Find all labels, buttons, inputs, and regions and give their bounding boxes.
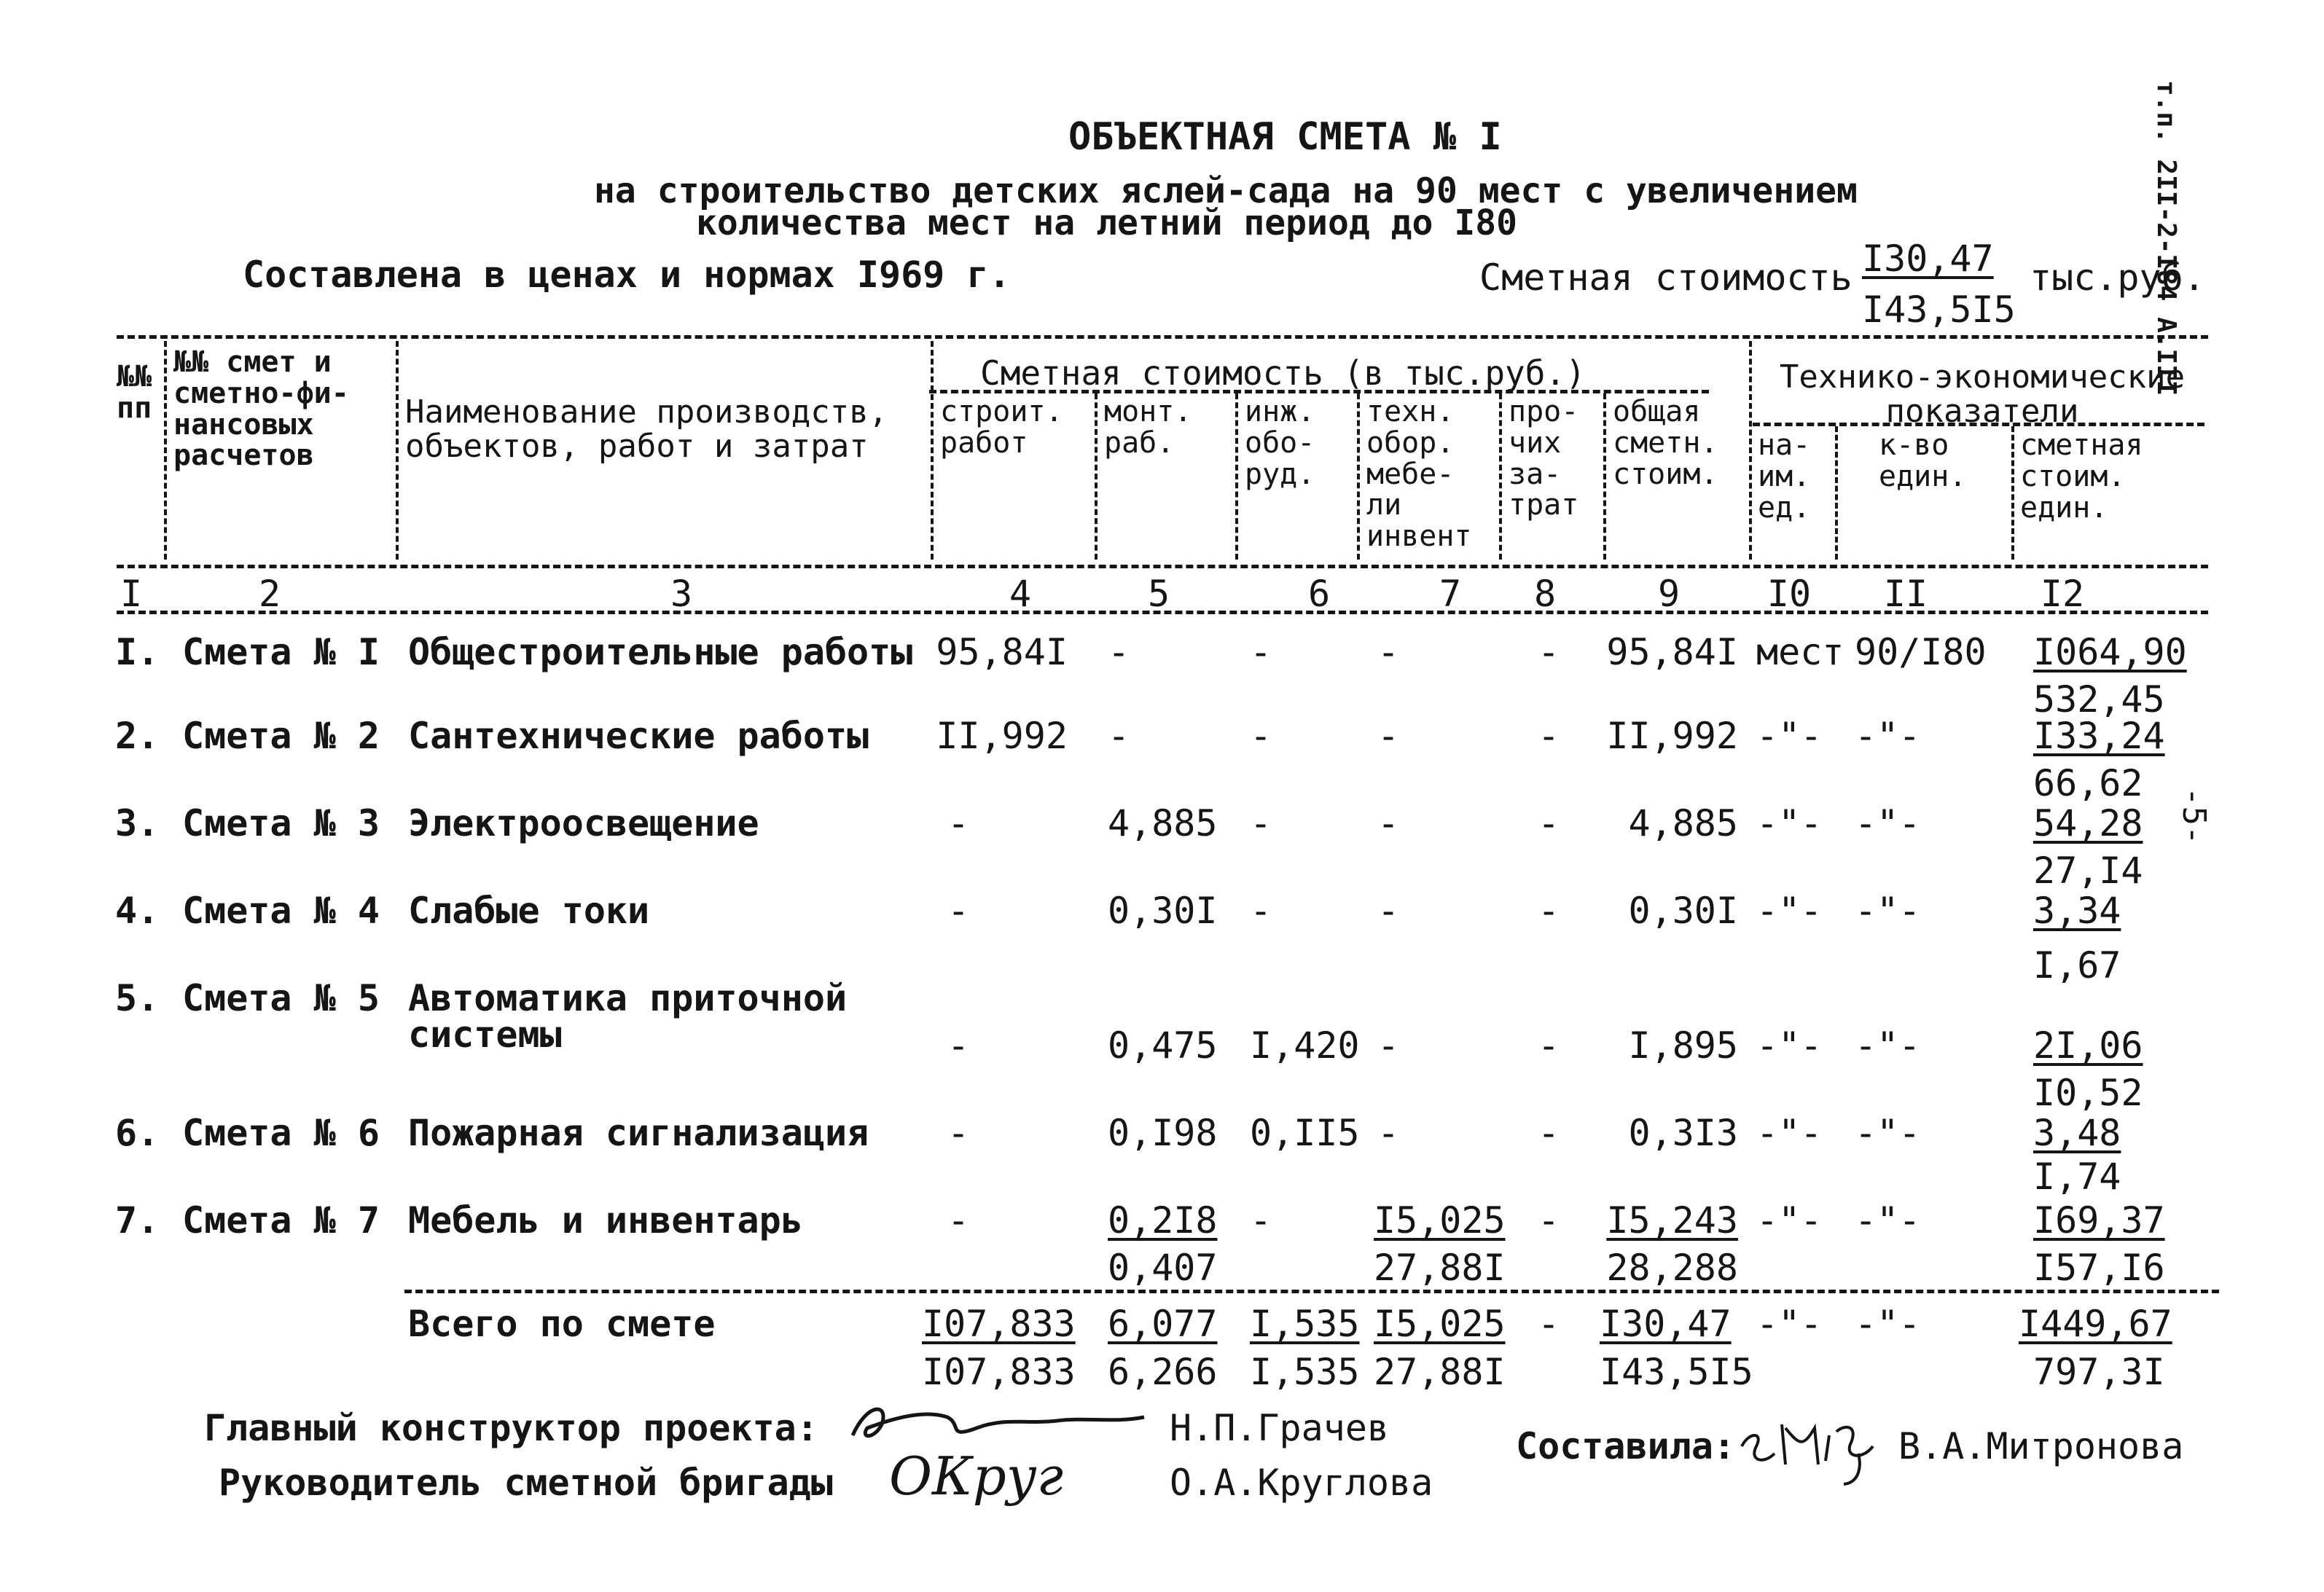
row-c8: -: [1538, 802, 1560, 844]
row-c5: 4,885: [1108, 802, 1218, 844]
total-c10: -"-: [1756, 1303, 1823, 1345]
row-c12-summer: I064,90: [2033, 631, 2187, 673]
col-number: 3: [670, 573, 693, 615]
col-number: I2: [2040, 573, 2085, 615]
row-c8: -: [1538, 715, 1560, 757]
cost-value-summer: I43,5I5: [1862, 289, 2016, 331]
margin-code: т.п. 2II-2-I84 А.III: [2151, 80, 2181, 396]
col-number: 5: [1147, 573, 1170, 615]
row-name: Мебель и инвентарь: [408, 1199, 803, 1242]
header-tech-group: Технико-экономические показатели: [1779, 358, 2186, 431]
row-c11: -"-: [1855, 1199, 1921, 1242]
header-separator: [1603, 393, 1606, 560]
row-c6: -: [1250, 1199, 1272, 1242]
document-subtitle-line1: на строительство детских яслей-сада на 90 мест с увеличением: [594, 170, 1858, 211]
row-c12-summer: 3,34: [2033, 890, 2121, 932]
row-c9-current: I5,243: [1606, 1199, 1738, 1242]
row-c12-summer: I33,24: [2033, 715, 2165, 757]
header-col9: общая сметн. стоим.: [1613, 395, 1718, 491]
row-c10: -"-: [1756, 802, 1823, 844]
row-estimate: Смета № 2: [182, 715, 380, 757]
header-col7: техн. обор. мебе- ли инвент: [1366, 395, 1472, 554]
row-c6: -: [1250, 631, 1272, 673]
row-number: 3.: [115, 802, 160, 844]
col-number: I: [120, 573, 143, 615]
cost-unit: тыс.руб.: [2030, 256, 2205, 299]
total-label: Всего по смете: [408, 1303, 716, 1345]
header-col8: про- чих за- трат: [1509, 395, 1579, 522]
row-c4: -: [947, 802, 970, 844]
total-c11: -"-: [1855, 1303, 1921, 1345]
total-c7-current: I5,025: [1374, 1303, 1506, 1345]
header-top-rule: [117, 335, 2208, 339]
row-c6: 0,II5: [1250, 1112, 1360, 1154]
chief-designer-signature: [838, 1395, 1151, 1454]
row-c11: 90/I80: [1855, 631, 1987, 673]
row-estimate: Смета № 7: [182, 1199, 380, 1242]
row-c6: -: [1250, 890, 1272, 932]
row-c5: -: [1108, 631, 1130, 673]
chief-designer-name: Н.П.Грачев: [1170, 1407, 1390, 1449]
col-number: 7: [1439, 573, 1462, 615]
row-c12-regular: 66,62: [2033, 762, 2143, 804]
row-name: Общестроительные работы: [408, 631, 913, 673]
row-c9: 0,30I: [1628, 890, 1738, 932]
row-number: 2.: [115, 715, 160, 757]
row-number: 4.: [115, 890, 160, 932]
row-c9: 0,3I3: [1628, 1112, 1738, 1154]
row-c10: -"-: [1756, 890, 1823, 932]
row-c7: -: [1377, 802, 1400, 844]
col-number: 4: [1009, 573, 1032, 615]
row-c12-regular: 532,45: [2033, 678, 2165, 721]
row-c11: -"-: [1855, 1024, 1921, 1067]
header-separator: [164, 341, 167, 560]
row-c7: -: [1377, 890, 1400, 932]
header-col11: к-во един.: [1879, 428, 1967, 493]
row-name: Слабые токи: [408, 890, 650, 932]
estimate-team-head-signature: ОКруг: [889, 1446, 1063, 1507]
row-c10: -"-: [1756, 1199, 1823, 1242]
total-c6-current: I,535: [1250, 1303, 1360, 1345]
total-c8: -: [1538, 1303, 1560, 1345]
header-separator: [1499, 393, 1502, 560]
estimate-team-head-label: Руководитель сметной бригады: [219, 1462, 833, 1504]
page-number: -5-: [2175, 787, 2213, 845]
header-separator: [1357, 393, 1360, 560]
row-number: 5.: [115, 977, 160, 1019]
row-estimate: Смета № 5: [182, 977, 380, 1019]
row-c6: -: [1250, 802, 1272, 844]
row-c10: мест: [1756, 631, 1844, 673]
total-c5-summer: 6,266: [1108, 1351, 1218, 1393]
header-cost-group: Сметная стоимость (в тыс.руб.): [980, 353, 1586, 393]
compiled-by-name: В.А.Митронова: [1898, 1425, 2184, 1467]
total-c9-summer: I43,5I5: [1600, 1351, 1753, 1393]
row-estimate: Смета № I: [182, 631, 380, 673]
estimate-team-head-name: О.А.Круглова: [1170, 1462, 1433, 1504]
row-c12-summer: 2I,06: [2033, 1024, 2143, 1067]
row-c4: -: [947, 1024, 970, 1067]
header-separator: [1835, 426, 1838, 560]
row-number: I.: [115, 631, 160, 673]
row-c5-current: 0,2I8: [1108, 1199, 1218, 1242]
row-c7: -: [1377, 631, 1400, 673]
row-c8: -: [1538, 1024, 1560, 1067]
header-separator: [1235, 393, 1238, 560]
row-c12-summer: 54,28: [2033, 802, 2143, 844]
row-estimate: Смета № 6: [182, 1112, 380, 1154]
row-c12-regular: I,67: [2033, 944, 2121, 987]
row-c10: -"-: [1756, 1112, 1823, 1154]
row-c12-regular: I57,I6: [2033, 1247, 2165, 1289]
row-c9: II,992: [1606, 715, 1738, 757]
header-col2: №№ смет и сметно-фи- нансовых расчетов: [173, 345, 349, 473]
row-c10: -"-: [1756, 1024, 1823, 1067]
col-number: 8: [1533, 573, 1557, 615]
row-c6: I,420: [1250, 1024, 1360, 1067]
row-c12-regular: 27,I4: [2033, 850, 2143, 892]
col-number: 6: [1307, 573, 1331, 615]
row-c9: 4,885: [1628, 802, 1738, 844]
total-c6-summer: I,535: [1250, 1351, 1360, 1393]
row-name: Пожарная сигнализация: [408, 1112, 869, 1154]
row-c7: -: [1377, 715, 1400, 757]
header-col6: инж. обо- руд.: [1245, 395, 1315, 491]
row-estimate: Смета № 3: [182, 802, 380, 844]
row-c4: -: [947, 1199, 970, 1242]
header-separator: [931, 341, 934, 560]
total-rule: [404, 1290, 2219, 1293]
row-c7-current: I5,025: [1374, 1199, 1506, 1242]
header-col10: на- им. ед.: [1758, 428, 1811, 525]
row-number: 7.: [115, 1199, 160, 1242]
chief-designer-label: Главный конструктор проекта:: [204, 1407, 818, 1449]
row-c8: -: [1538, 890, 1560, 932]
row-c11: -"-: [1855, 1112, 1921, 1154]
row-c12-regular: I0,52: [2033, 1072, 2143, 1114]
row-c7: -: [1377, 1112, 1400, 1154]
row-name: Электроосвещение: [408, 802, 759, 844]
row-c7-summer: 27,88I: [1374, 1247, 1506, 1289]
row-c7: -: [1377, 1024, 1400, 1067]
row-c4: -: [947, 890, 970, 932]
row-number: 6.: [115, 1112, 160, 1154]
header-separator: [2011, 426, 2014, 560]
row-c11: -"-: [1855, 715, 1921, 757]
row-c4: -: [947, 1112, 970, 1154]
row-c9: I,895: [1628, 1024, 1738, 1067]
row-c9: 95,84I: [1606, 631, 1738, 673]
row-c9-summer: 28,288: [1606, 1247, 1738, 1289]
row-c12-regular: I,74: [2033, 1156, 2121, 1198]
compiled-by-label: Составила:: [1516, 1425, 1736, 1467]
row-c11: -"-: [1855, 890, 1921, 932]
row-c12-summer: I69,37: [2033, 1199, 2165, 1242]
row-c12-summer: 3,48: [2033, 1112, 2121, 1154]
col-number: 9: [1657, 573, 1681, 615]
header-bottom-rule: [117, 565, 2208, 568]
row-c11: -"-: [1855, 802, 1921, 844]
document-subtitle-line2: количества мест на летний период до I80: [696, 203, 1518, 243]
document-title: ОБЪЕКТНАЯ СМЕТА № I: [1068, 115, 1502, 159]
header-col4: строит. работ: [940, 395, 1063, 460]
row-c4: 95,84I: [936, 631, 1068, 673]
row-c8: -: [1538, 1112, 1560, 1154]
total-c9-current: I30,47: [1600, 1303, 1732, 1345]
total-c12-summer: I449,67: [2019, 1303, 2172, 1345]
cost-value-current: I30,47: [1862, 238, 1994, 280]
header-col3: Наименование производств, объектов, работ и затрат: [405, 393, 888, 466]
compiled-by-signature: [1734, 1403, 1902, 1490]
row-c5: 0,I98: [1108, 1112, 1218, 1154]
row-name: Сантехнические работы: [408, 715, 869, 757]
row-c5-summer: 0,407: [1108, 1247, 1218, 1289]
header-separator: [396, 341, 399, 560]
row-c8: -: [1538, 631, 1560, 673]
header-separator: [1095, 393, 1098, 560]
total-c4-current: I07,833: [922, 1303, 1076, 1345]
header-col1: №№ пп: [117, 360, 152, 425]
row-c6: -: [1250, 715, 1272, 757]
cost-label: Сметная стоимость: [1479, 256, 1852, 299]
row-c5: 0,30I: [1108, 890, 1218, 932]
total-c12-regular: 797,3I: [2033, 1351, 2165, 1393]
col-number: 2: [258, 573, 281, 615]
row-c4: II,992: [936, 715, 1068, 757]
col-number: I0: [1767, 573, 1812, 615]
row-c5: -: [1108, 715, 1130, 757]
row-c5: 0,475: [1108, 1024, 1218, 1067]
row-estimate: Смета № 4: [182, 890, 380, 932]
header-col12: сметная стоим. един.: [2020, 428, 2143, 525]
total-c4-summer: I07,833: [922, 1351, 1076, 1393]
col-number: II: [1883, 573, 1928, 615]
total-c5-current: 6,077: [1108, 1303, 1218, 1345]
row-c10: -"-: [1756, 715, 1823, 757]
header-col5: монт. раб.: [1104, 395, 1192, 460]
prices-note: Составлена в ценах и нормах I969 г.: [243, 254, 1011, 296]
total-c7-summer: 27,88I: [1374, 1351, 1506, 1393]
header-separator: [1749, 341, 1752, 560]
col-numbers-rule: [117, 611, 2208, 614]
row-c8: -: [1538, 1199, 1560, 1242]
row-name: Автоматика приточной системы: [408, 977, 848, 1056]
